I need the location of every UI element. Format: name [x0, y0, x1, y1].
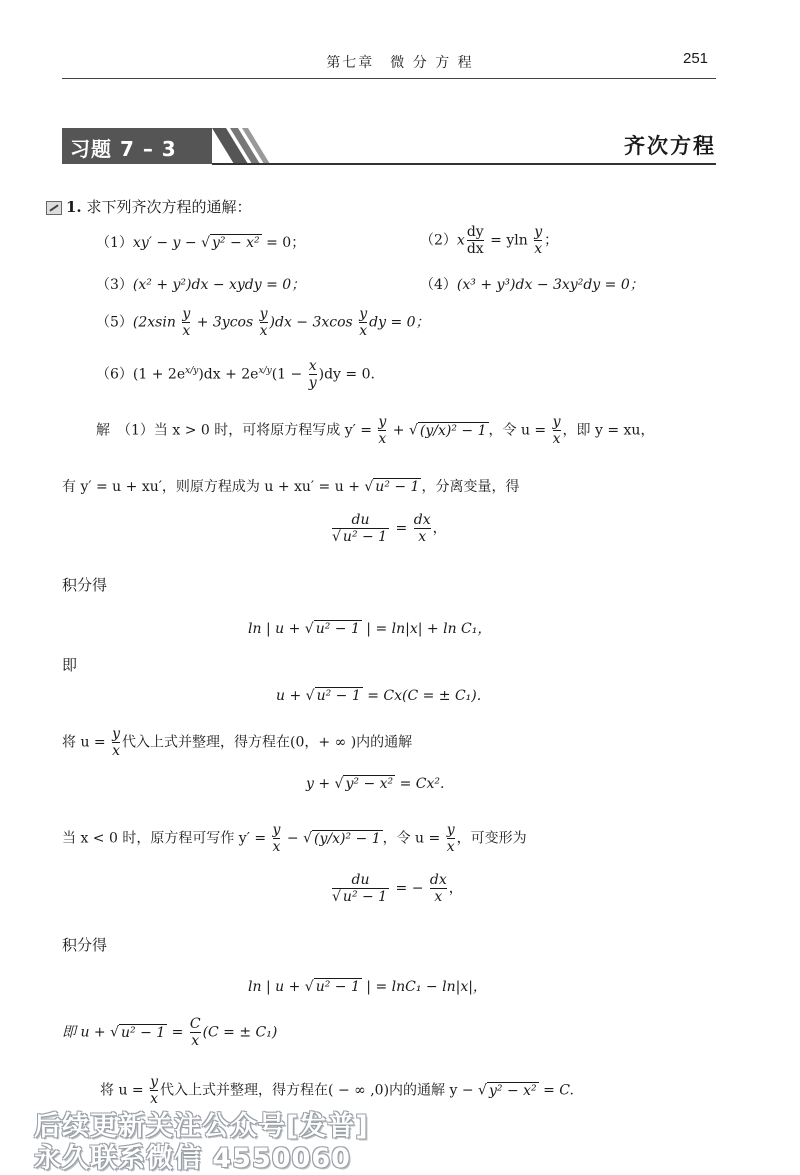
equation-2: ln | u + √ u² − 1 | = ln|x| + ln C₁，: [248, 621, 492, 637]
banner-label: 习题 7 – 3: [70, 137, 177, 161]
item-5: （5）(2xsin $\frac{y}{x}$ + 3ycos $\frac{y}{x}$ )dx − 3xcos $\frac{y}{x}$ dy = 0；: [96, 306, 430, 340]
pencil-icon: [46, 201, 62, 215]
ji-label: 即: [62, 656, 78, 674]
header-rule: [62, 78, 716, 79]
integrate-label-1: 积分得: [62, 576, 108, 594]
item-4: （4）(x³ + y³)dx − 3xy²dy = 0；: [420, 277, 644, 293]
equation-6: ln | u + √ u² − 1 | = lnC₁ − ln|x|，: [248, 979, 487, 995]
integrate-label-2: 积分得: [62, 936, 108, 954]
section-banner: [62, 128, 716, 164]
equation-5: $\frac{du}{\text{√ u² − 1}}$ = − $\frac{dx}{x}$ ，: [332, 872, 463, 906]
item-2: （2）x $\frac{dy}{dx}$ = yln $\frac{y}{x}$ ；: [420, 224, 559, 258]
problem-heading: [46, 196, 251, 217]
equation-4: y + √ y² − x² = Cx².: [306, 776, 445, 792]
item-6: $(6)(1 + 2e^{x/y})dx + 2e^{x/y}(1$ − $\frac{x}{y}$ )dy = 0.: [96, 358, 375, 392]
banner-stripes-icon: [212, 128, 282, 164]
solution-line-6: 将 u = $\frac{y}{x}$ 代入上式并整理，得方程在( − ∞ ,0)内的通解 y − √ y² − x² = C.: [100, 1074, 574, 1108]
problem-prompt: 求下列齐次方程的通解：: [86, 198, 252, 216]
page-number: 251: [683, 50, 709, 67]
watermark-line-1: 后续更新关注公众号[发普]: [34, 1111, 369, 1142]
watermark-line-2: 永久联系微信 4550060: [34, 1143, 351, 1174]
equation-3: u + √ u² − 1 = Cx(C = ± C₁).: [276, 688, 482, 704]
item-1: （1）xy′ − y − √ y² − x² = 0；: [96, 235, 306, 251]
banner-box: [62, 128, 212, 164]
banner-topic: 齐次方程: [624, 134, 716, 158]
item-3: （3）(x² + y²)dx − xydy = 0；: [96, 277, 306, 293]
chapter-title: 第七章 微 分 方 程: [326, 55, 474, 71]
banner-rule: [212, 163, 716, 165]
solution-line-1: 解 （1）当 x > 0 时，可将原方程写成 y′ = $\frac{y}{x}$ + √ (y/x)² − 1 ，令 u = $\frac{y}{x}$ ，即 y = xu，: [96, 414, 655, 448]
solution-line-4: 当 x < 0 时，原方程可写作 y′ = $\frac{y}{x}$ − √ (y/x)² − 1 ，令 u = $\frac{y}{x}$ ，可变形为: [62, 822, 527, 856]
solution-line-5: 即 u + √ u² − 1 = $\frac{C}{x}$ (C = ± C₁): [62, 1016, 278, 1050]
solution-line-2: 有 y′ = u + xu′，则原方程成为 u + xu′ = u + √ u² − 1 ，分离变量，得: [62, 479, 520, 495]
equation-1: $\frac{du}{\text{√ u² − 1}}$ = $\frac{dx}{x}$ ，: [332, 512, 447, 546]
problem-number: 1.: [66, 198, 82, 216]
solution-line-3: 将 u = $\frac{y}{x}$ 代入上式并整理，得方程在(0，+ ∞ )内的通解: [62, 726, 413, 760]
